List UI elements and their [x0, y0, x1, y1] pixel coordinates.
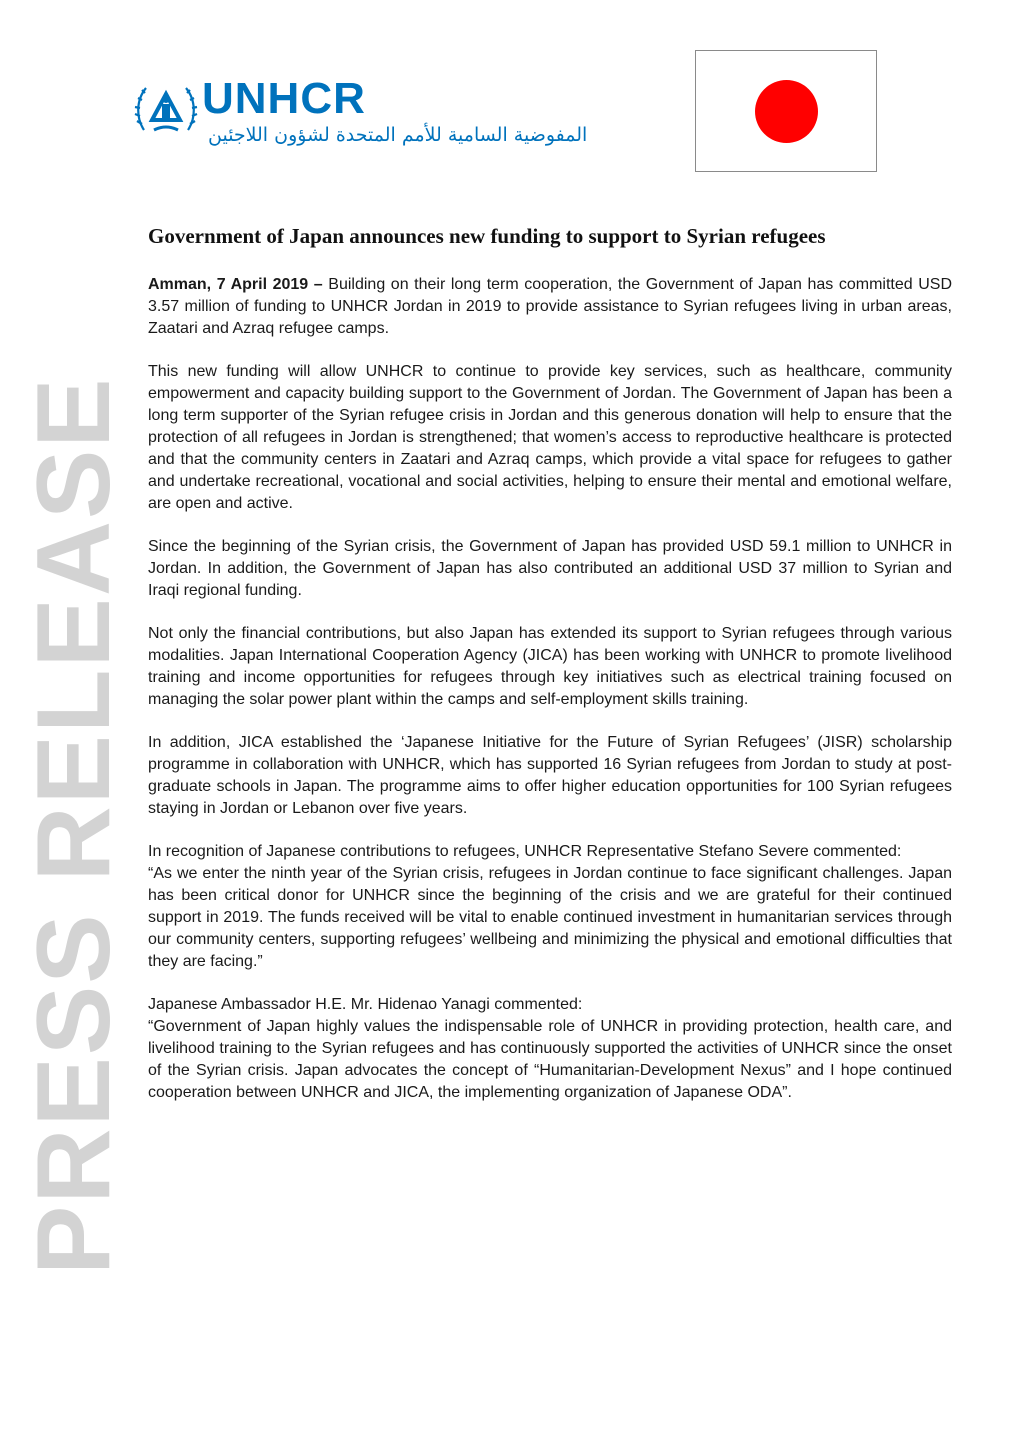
- article-body: [148, 274, 952, 1125]
- paragraph-1: [148, 274, 952, 340]
- page-title: Government of Japan announces new funding to support to Syrian refugees: [148, 224, 826, 248]
- unhcr-arabic-name: المفوضية السامية للأمم المتحدة لشؤون اللاجئين: [208, 124, 588, 146]
- paragraph-2: This new funding will allow UNHCR to continue to provide key services, such as healthcare, community empowerment and capacity building support to the Government of Jordan. The Government of Japan has been a long term supporter of the Syrian refugee crisis in Jordan and this generous donation will help to ensure that the protection of all refugees in Jordan is strengthened; that women’s access to reproductive healthcare is protected and that the community centers in Zaatari and Azraq camps, which provide a vital space for refugees to gather and undertake recreational, vocational and social activities, helping to ensure their mental and emotional welfare, are open and active.: [148, 363, 952, 512]
- representative-quote: “As we enter the ninth year of the Syrian crisis, refugees in Jordan continue to face significant challenges. Japan has been critical donor for UNHCR since the beginning of the crisis and we are grateful for their continued support in 2019. The funds received will be vital to enable continued investment in humanitarian services through our community centers, supporting refugees’ wellbeing and minimizing the physical and emotional difficulties that they are facing.”: [148, 865, 952, 970]
- japan-flag: [695, 50, 877, 172]
- ambassador-intro: Japanese Ambassador H.E. Mr. Hidenao Yanagi commented:: [148, 996, 583, 1013]
- paragraph-3: Since the beginning of the Syrian crisis, the Government of Japan has provided USD 59.1 million to UNHCR in Jordan. In addition, the Government of Japan has also contributed an additional USD 37 million to Syrian and Iraqi regional funding.: [148, 538, 952, 599]
- ambassador-quote: “Government of Japan highly values the indispensable role of UNHCR in providing protection, health care, and livelihood training to the Syrian refugees and has continuously supported the activities of UNHCR since the onset of the Syrian crisis. Japan advocates the concept of “Humanitarian-Development Nexus” and I hope continued cooperation between UNHCR and JICA, the implementing organization of Japanese ODA”.: [148, 1018, 952, 1101]
- representative-intro: In recognition of Japanese contributions to refugees, UNHCR Representative Stefano Severe commented:: [148, 843, 902, 860]
- unhcr-emblem-icon: [134, 80, 198, 138]
- unhcr-logo: [134, 74, 624, 155]
- paragraph-1-text: Building on their long term cooperation, the Government of Japan has committed USD 3.57 million of funding to UNHCR Jordan in 2019 to provide assistance to Syrian refugees living in urban areas, Zaatari and Azraq refugee camps.: [148, 276, 953, 337]
- press-release-side-label: PRESS RELEASE: [16, 376, 132, 1275]
- dateline: Amman, 7 April 2019 –: [148, 276, 323, 293]
- flag-sun-disc: [755, 80, 818, 143]
- unhcr-wordmark: UNHCR: [202, 74, 366, 123]
- paragraph-4: Not only the financial contributions, but also Japan has extended its support to Syrian refugees through various modalities. Japan International Cooperation Agency (JICA) has been working with UNHCR to promote livelihood training and income opportunities for refugees through key initiatives such as electrical training focused on managing the solar power plant within the camps and self-employment skills training.: [148, 625, 952, 708]
- paragraph-5: In addition, JICA established the ‘Japanese Initiative for the Future of Syrian Refugees’ (JISR) scholarship programme in collaboration with UNHCR, which has supported 16 Syrian refugees from Jordan to study at post-graduate schools in Japan. The programme aims to offer higher education opportunities for 100 Syrian refugees staying in Jordan or Lebanon over five years.: [148, 734, 952, 817]
